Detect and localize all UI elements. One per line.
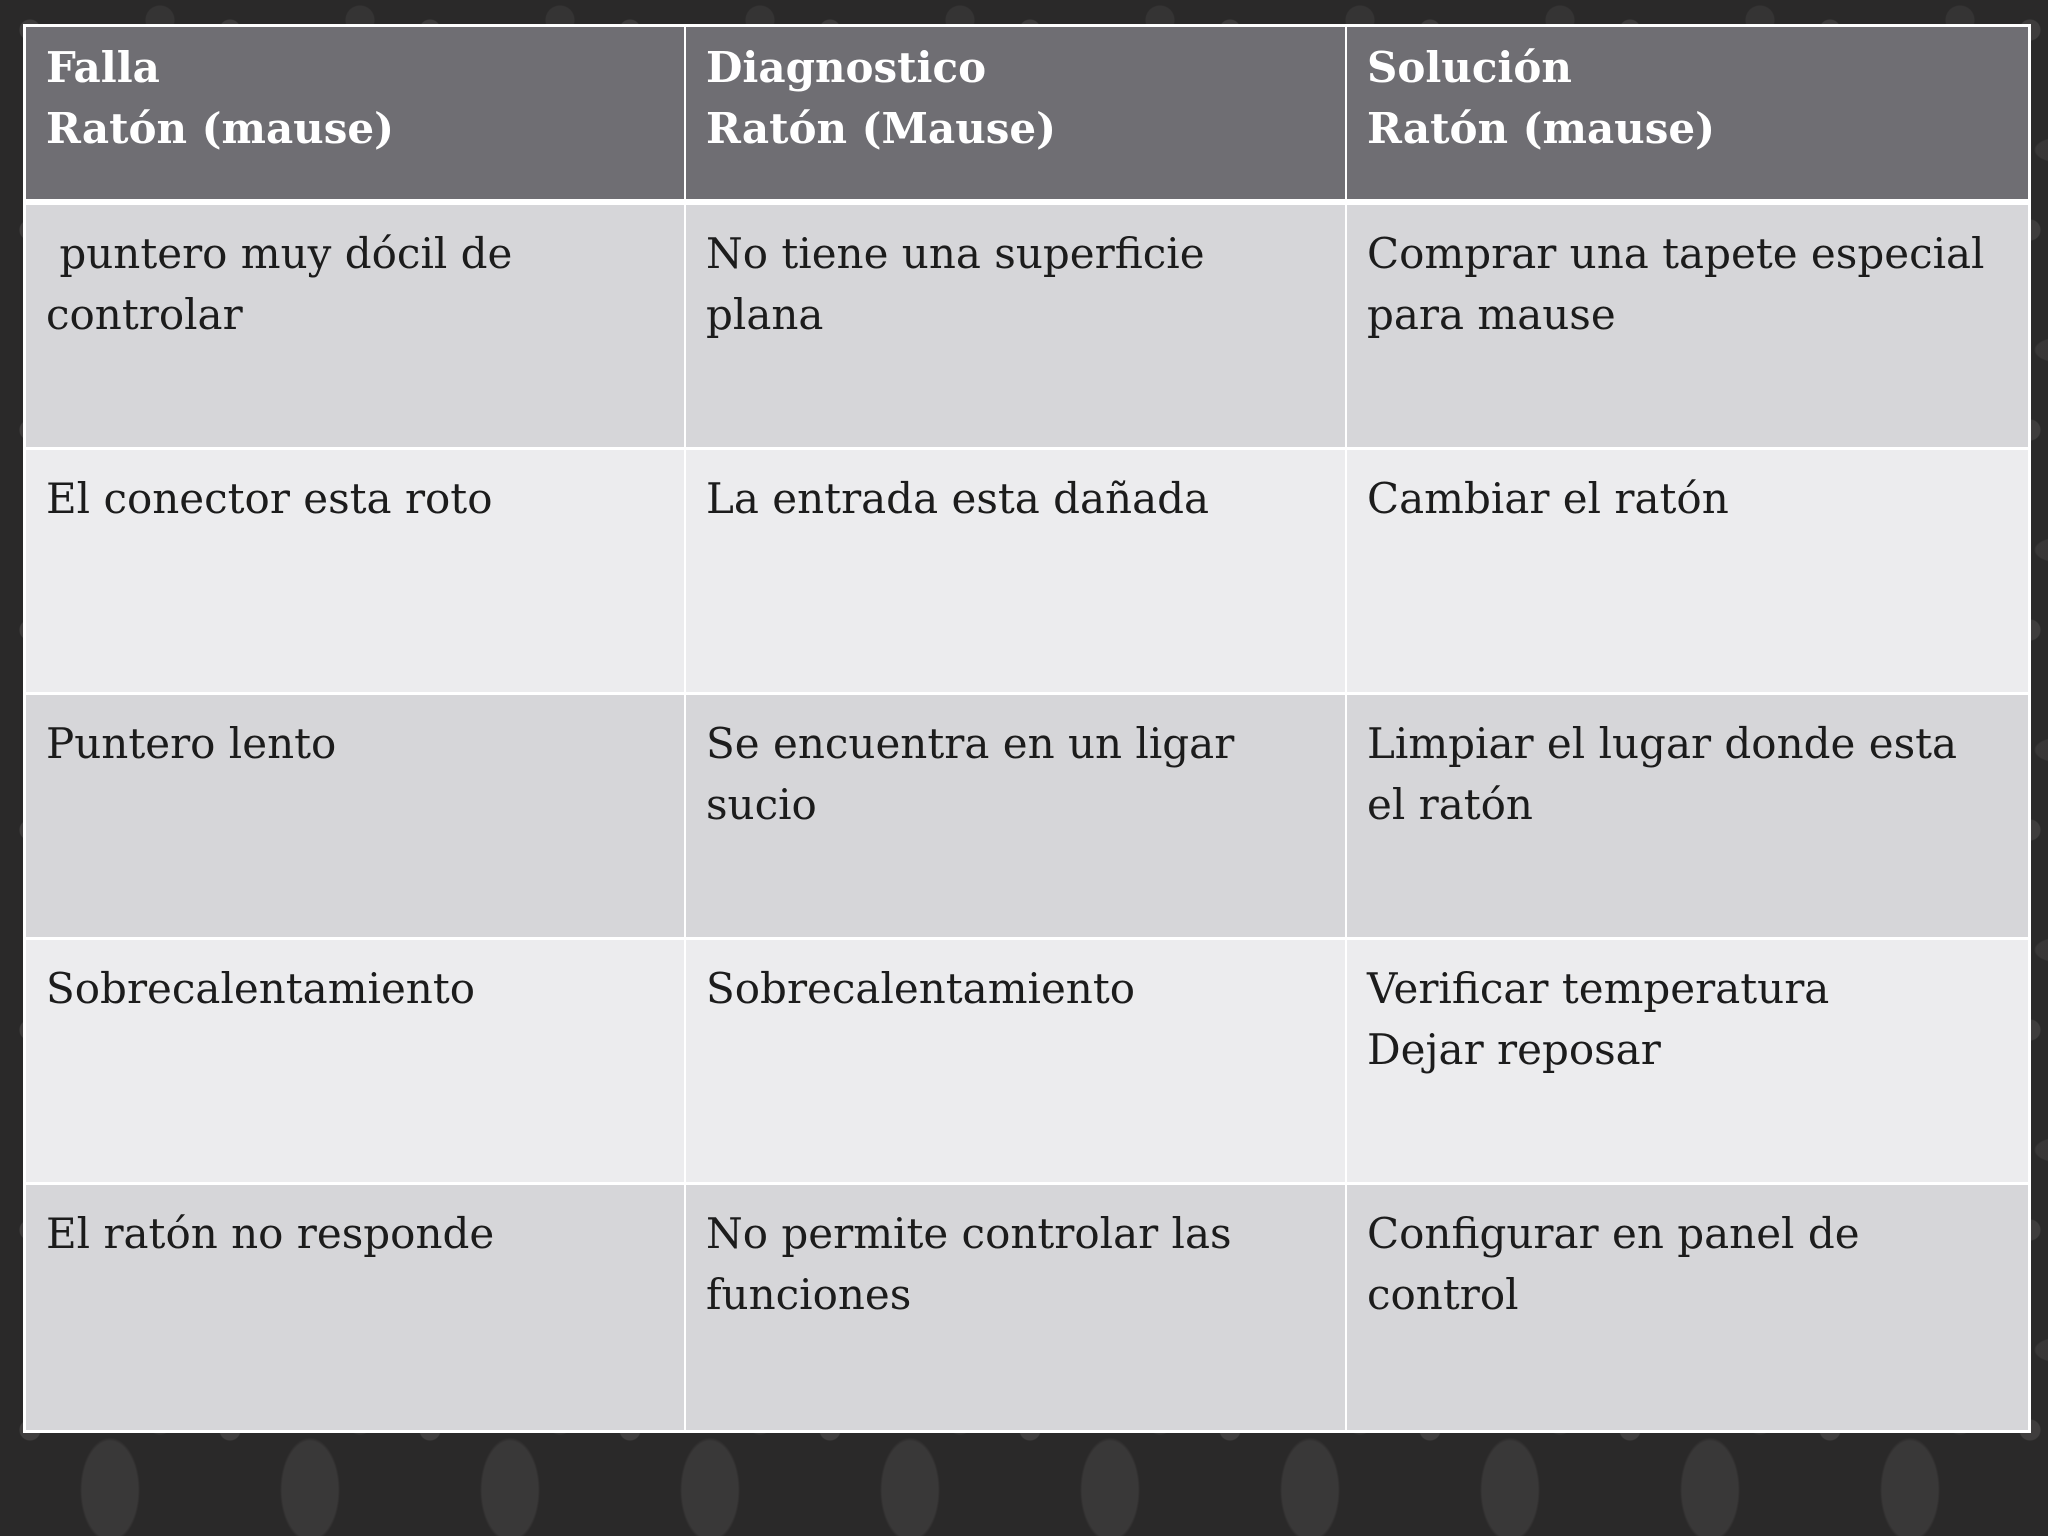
cell-diagnostico xyxy=(686,1185,1347,1430)
table-row xyxy=(26,940,2028,1185)
cell-text: La entrada esta dañada xyxy=(706,474,1210,523)
table-row xyxy=(26,205,2028,450)
cell-text: Puntero lento xyxy=(46,719,337,768)
cell-falla xyxy=(26,940,686,1185)
cell-text: No permite controlar las funciones xyxy=(706,1209,1245,1319)
cell-falla xyxy=(26,1185,686,1430)
cell-solucion xyxy=(1347,940,2028,1185)
cell-diagnostico xyxy=(686,450,1347,695)
cell-text: Sobrecalentamiento xyxy=(706,964,1136,1013)
cell-text: puntero muy dócil de controlar xyxy=(46,229,526,339)
cell-falla xyxy=(26,205,686,450)
cell-text: El conector esta roto xyxy=(46,474,493,523)
cell-text: No tiene una superficie plana xyxy=(706,229,1218,339)
cell-diagnostico xyxy=(686,940,1347,1185)
cell-text: Configurar en panel de control xyxy=(1367,1209,1873,1319)
cell-solucion xyxy=(1347,205,2028,450)
cell-falla xyxy=(26,450,686,695)
cell-text: Sobrecalentamiento xyxy=(46,964,476,1013)
header-title: Diagnostico xyxy=(706,43,987,92)
header-diagnostico xyxy=(686,27,1347,205)
header-subtitle: Ratón (Mause) xyxy=(706,104,1057,153)
header-falla xyxy=(26,27,686,205)
header-solucion xyxy=(1347,27,2028,205)
cell-solucion xyxy=(1347,695,2028,940)
cell-diagnostico xyxy=(686,205,1347,450)
cell-text: El ratón no responde xyxy=(46,1209,495,1258)
cell-diagnostico xyxy=(686,695,1347,940)
header-row xyxy=(26,27,2028,205)
cell-text: Limpiar el lugar donde esta el ratón xyxy=(1367,719,1971,829)
cell-solucion xyxy=(1347,1185,2028,1430)
cell-text: Se encuentra en un ligar sucio xyxy=(706,719,1248,829)
table-row xyxy=(26,695,2028,940)
cell-falla xyxy=(26,695,686,940)
header-title: Solución xyxy=(1367,43,1572,92)
fault-table xyxy=(23,24,2031,1433)
cell-solucion xyxy=(1347,450,2028,695)
table-row xyxy=(26,1185,2028,1430)
cell-text: Comprar una tapete especial para mause xyxy=(1367,229,1998,339)
header-subtitle: Ratón (mause) xyxy=(1367,104,1715,153)
cell-text: Dejar reposar xyxy=(1367,1025,1661,1074)
header-subtitle: Ratón (mause) xyxy=(46,104,394,153)
header-title: Falla xyxy=(46,43,160,92)
cell-text: Cambiar el ratón xyxy=(1367,474,1729,523)
table-row xyxy=(26,450,2028,695)
cell-text: Verificar temperatura xyxy=(1367,964,1830,1013)
